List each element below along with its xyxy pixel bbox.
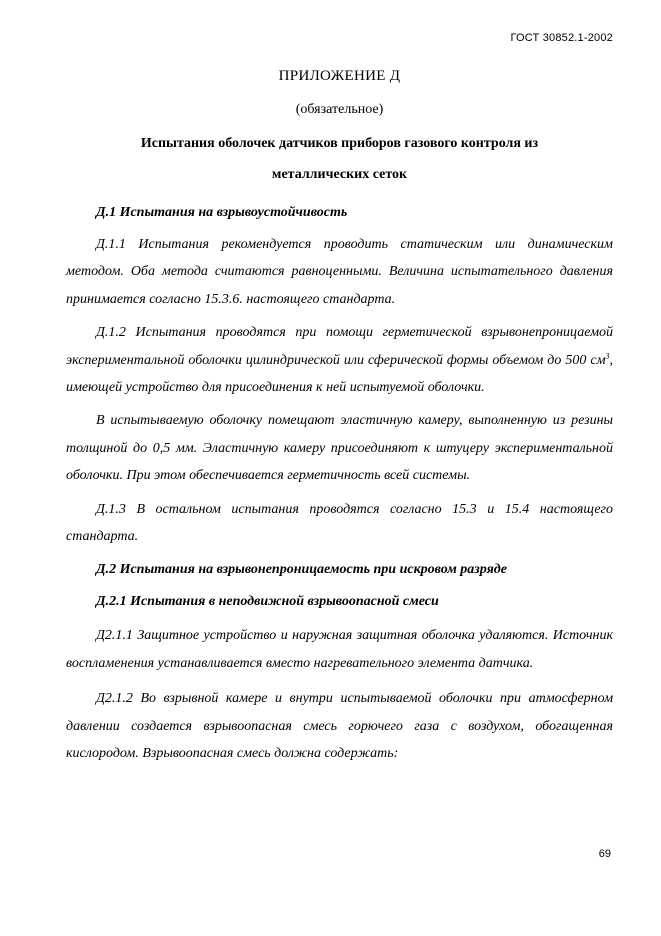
appendix-status: (обязательное): [295, 102, 384, 117]
paragraph-d1-1: Д.1.1 Испытания рекомендуется проводить статическим или динамическим методом. Оба метода считаются равноценными. Величина испытательного давления принимается согласно 15.3.6. настоящего стандарта.: [66, 237, 613, 307]
paragraph-d1-3: Д.1.3 В остальном испытания проводятся согласно 15.3 и 15.4 настоящего стандарта.: [66, 501, 613, 545]
appendix-heading-line-1: Испытания оболочек датчиков приборов газового контроля из: [140, 136, 539, 151]
section-d2-title: Д.2 Испытания на взрывонепроницаемость при искровом разряде: [96, 562, 507, 578]
paragraph-d1-2: [66, 319, 613, 401]
page-content: [66, 62, 613, 768]
paragraph-d1-2-tail: , имеющей устройство для присоединения к ней испытуемой оболочки.: [66, 352, 613, 396]
section-d1-title: Д.1 Испытания на взрывоустойчивость: [96, 205, 348, 220]
document-standard-code: ГОСТ 30852.1-2002: [510, 32, 613, 44]
section-d2-1-title: Д.2.1 Испытания в неподвижной взрывоопасной смеси: [96, 594, 439, 610]
paragraph-d2-1-1: Д2.1.1 Защитное устройство и наружная защитная оболочка удаляются. Источник воспламенения устанавливается вместо нагревательного элемента датчика.: [66, 628, 613, 671]
appendix-title: ПРИЛОЖЕНИЕ Д: [278, 68, 401, 84]
paragraph-d2-1-2: Д2.1.2 Во взрывной камере и внутри испытываемой оболочки при атмосферном давлении создается взрывоопасная смесь горючего газа с воздухом, обогащенная кислородом. Взрывоопасная смесь должна содержать:: [66, 691, 613, 762]
paragraph-d1-2-continuation: В испытываемую оболочку помещают эластичную камеру, выполненную из резины толщиной до 0,5 мм. Эластичную камеру присоединяют к штуцеру экспериментальной оболочки. При этом обеспечивается герметичность всей системы.: [66, 413, 613, 484]
superscript-cubic: 3: [605, 350, 610, 360]
appendix-heading-line-2: металлических сеток: [271, 167, 408, 182]
paragraph-d1-2-text: Д.1.2 Испытания проводятся при помощи герметической взрывонепроницаемой экспериментальной оболочки цилиндрической или сферической формы объемом до 500 см: [66, 325, 613, 368]
page-number: 69: [598, 848, 611, 860]
